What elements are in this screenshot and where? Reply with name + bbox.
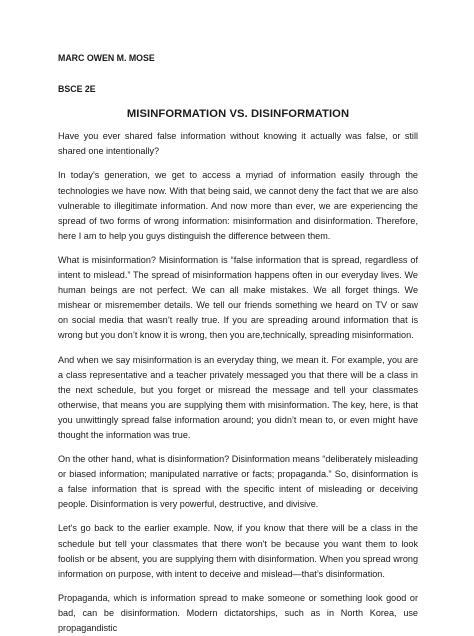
document-title: MISINFORMATION VS. DISINFORMATION	[126, 108, 350, 121]
paragraph: And when we say misinformation is an everyday thing, we mean it. For example, you are a class representative and a teacher privately messaged you that there will be a class in the next schedule, but you forget or misread the message and tell your classmates otherwise, that means you are supplying them with misinformation. The key, here, is that you unwittingly spread false information around; you didn’t mean to, or even might have thought the information was true.	[58, 354, 418, 440]
paragraph: Have you ever shared false information without knowing it actually was false, or still shared one intentionally?	[58, 131, 418, 157]
author-name: MARC OWEN M. MOSE	[58, 53, 155, 63]
paragraph: Let's go back to the earlier example. Now, if you know that there will be a class in the schedule but tell your classmates that there won't be because you want them to look foolish or be absent, you are supplying them with disinformation. When you spread wrong information on purpose, with intent to deceive and mislead—that’s disinformation.	[58, 523, 418, 579]
class-section: BSCE 2E	[58, 84, 96, 95]
paragraph: What is misinformation? Misinformation is “false information that is spread, regardless of intent to mislead.” The spread of misinformation happens often in our everyday lives. We human beings are not perfect. We can all make mistakes. We all forget things. We mishear or misremember details. We tell our friends something we heard on TV or saw on social media that wasn’t really true. If you are spreading around information that is wrong but you don’t know it is wrong, then you are,technically, spreading misinformation.	[58, 254, 418, 341]
paragraph: In today's generation, we get to access a myriad of information easily through the technologies we have now. With that being said, we cannot deny the fact that we are also vulnerable to illegitimate information. And now more than ever, we are experiencing the spread of two forms of wrong information: misinformation and disinformation. Therefore, here I am to help you guys distinguish the difference between them.	[58, 170, 418, 241]
paragraph: On the other hand, what is disinformation? Disinformation means “deliberately misleading or biased information; manipulated narrative or facts; propaganda.” So, disinformation is a false information that is spread with the specific intent of misleading or deceiving people. Disinformation is very powerful, destructive, and divisive.	[58, 454, 418, 510]
paragraph: Propaganda, which is information spread to make someone or something look good or bad, can be disinformation. Modern dictatorships, such as in North Korea, use propagandistic	[58, 592, 418, 633]
